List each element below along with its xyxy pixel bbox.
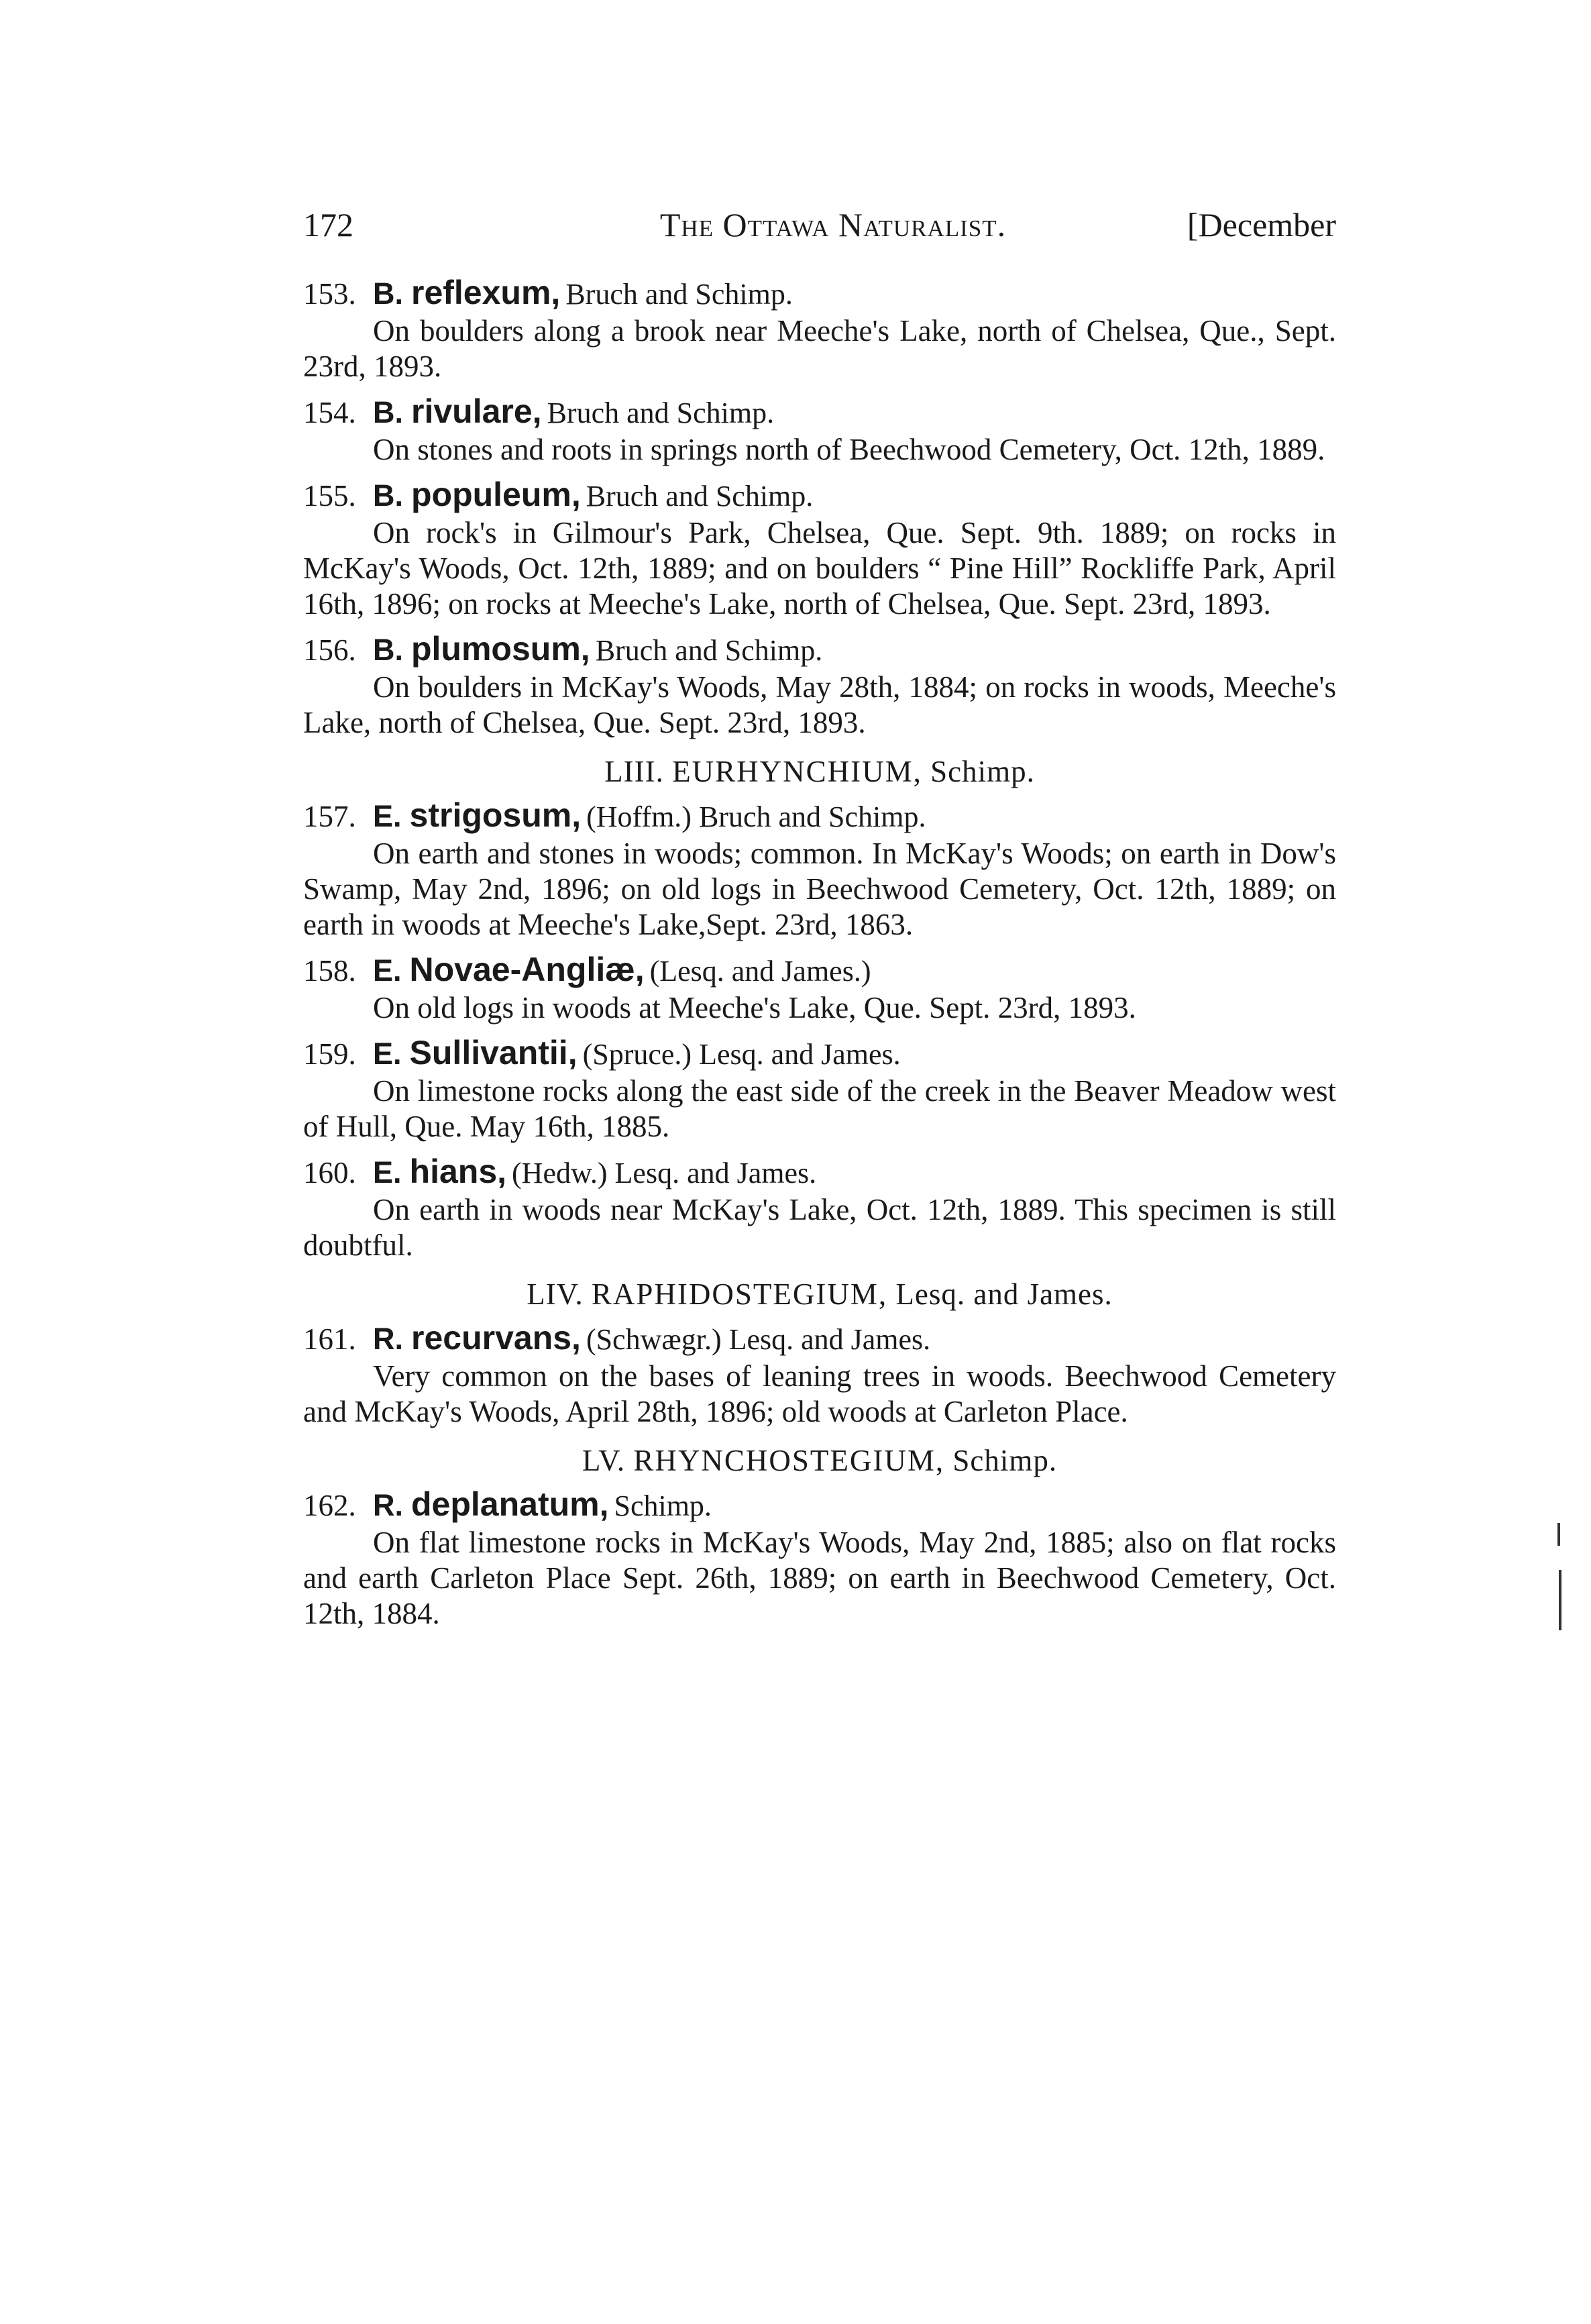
species-number: 162.: [303, 1489, 356, 1522]
species-authority: (Lesq. and James.): [649, 955, 871, 988]
species-genus-abbrev: E.: [373, 799, 402, 833]
species-epithet: Novae-Angliæ,: [409, 951, 645, 988]
species-genus-abbrev: E.: [373, 1155, 402, 1190]
species-authority: (Spruce.) Lesq. and James.: [582, 1038, 901, 1071]
species-heading: [303, 477, 1336, 514]
species-epithet: recurvans,: [411, 1319, 581, 1357]
scan-margin-mark: [1559, 1570, 1561, 1630]
document-body: [303, 275, 1336, 1632]
genus-numeral: LIII.: [604, 755, 664, 788]
species-heading: [303, 1320, 1336, 1357]
species-heading: [303, 1154, 1336, 1191]
scan-margin-mark: [1557, 1523, 1560, 1546]
species-authority: Bruch and Schimp.: [565, 278, 793, 311]
species-number: 161.: [303, 1322, 356, 1356]
genus-authority: Lesq. and James.: [895, 1277, 1113, 1311]
species-genus-abbrev: E.: [373, 953, 402, 988]
species-genus-abbrev: B.: [373, 276, 403, 311]
species-number: 153.: [303, 277, 356, 311]
species-heading: [303, 952, 1336, 989]
species-heading: [303, 1487, 1336, 1524]
species-genus-abbrev: R.: [373, 1488, 403, 1522]
genus-numeral: LV.: [582, 1444, 626, 1477]
species-epithet: populeum,: [411, 476, 581, 513]
species-locality-note: On earth in woods near McKay's Lake, Oct. 12th, 1889. This specimen is still doubtful.: [303, 1193, 1336, 1262]
genus-authority: Schimp.: [952, 1444, 1058, 1477]
species-epithet: reflexum,: [411, 274, 561, 311]
species-epithet: rivulare,: [411, 392, 542, 430]
species-locality-note: On rock's in Gilmour's Park, Chelsea, Que. Sept. 9th. 1889; on rocks in McKay's Woods, Oct. 12th, 1889; and on boulders “ Pine Hill” Rockliffe Park, April 16th, 1896; on rocks at Meeche's Lake, north of Chelsea, Que. Sept. 23rd, 1893.: [303, 516, 1336, 621]
genus-name: EURHYNCHIUM,: [672, 755, 922, 788]
species-locality-note: On flat limestone rocks in McKay's Woods, May 2nd, 1885; also on flat rocks and earth Carleton Place Sept. 26th, 1889; on earth in Beechwood Cemetery, Oct. 12th, 1884.: [303, 1526, 1336, 1630]
species-authority: (Hedw.) Lesq. and James.: [512, 1157, 817, 1190]
species-epithet: plumosum,: [411, 630, 590, 668]
species-heading: [303, 798, 1336, 835]
issue-month: [December: [1187, 206, 1336, 244]
species-genus-abbrev: B.: [373, 395, 403, 429]
species-number: 158.: [303, 954, 356, 988]
species-locality-note: Very common on the bases of leaning trees in woods. Beechwood Cemetery and McKay's Woods, April 28th, 1896; old woods at Carleton Place.: [303, 1359, 1336, 1428]
species-number: 156.: [303, 633, 356, 667]
species-genus-abbrev: R.: [373, 1322, 403, 1356]
species-number: 160.: [303, 1156, 356, 1190]
species-heading: [303, 631, 1336, 668]
species-epithet: deplanatum,: [411, 1485, 609, 1523]
species-epithet: strigosum,: [409, 796, 582, 834]
species-authority: Bruch and Schimp.: [547, 397, 775, 429]
species-number: 159.: [303, 1037, 356, 1071]
species-locality-note: On boulders along a brook near Meeche's Lake, north of Chelsea, Que., Sept. 23rd, 1893.: [303, 314, 1336, 383]
species-heading: [303, 275, 1336, 312]
species-heading: [303, 1035, 1336, 1072]
species-authority: Bruch and Schimp.: [595, 634, 823, 667]
species-epithet: hians,: [409, 1153, 507, 1190]
species-number: 154.: [303, 396, 356, 429]
species-authority: Bruch and Schimp.: [586, 480, 814, 513]
species-genus-abbrev: B.: [373, 633, 403, 667]
species-authority: (Schwægr.) Lesq. and James.: [586, 1323, 931, 1356]
species-genus-abbrev: B.: [373, 478, 403, 513]
species-locality-note: On boulders in McKay's Woods, May 28th, 1884; on rocks in woods, Meeche's Lake, north of Chelsea, Que. Sept. 23rd, 1893.: [303, 670, 1336, 739]
species-heading: [303, 394, 1336, 431]
genus-numeral: LIV.: [527, 1277, 584, 1311]
species-locality-note: On old logs in woods at Meeche's Lake, Que. Sept. 23rd, 1893.: [373, 991, 1136, 1024]
species-authority: Schimp.: [614, 1489, 712, 1522]
genus-heading: [303, 1443, 1336, 1479]
species-authority: (Hoffm.) Bruch and Schimp.: [586, 800, 926, 833]
species-locality-note: On earth and stones in woods; common. In McKay's Woods; on earth in Dow's Swamp, May 2nd, 1896; on old logs in Beechwood Cemetery, Oct. 12th, 1889; on earth in woods at Meeche's Lake,Sept. 23rd, 1863.: [303, 837, 1336, 941]
genus-name: RHYNCHOSTEGIUM,: [633, 1444, 945, 1477]
species-locality-note: On limestone rocks along the east side of the creek in the Beaver Meadow west of Hull, Que. May 16th, 1885.: [303, 1074, 1336, 1143]
species-number: 157.: [303, 800, 356, 833]
page-number: 172: [303, 206, 353, 244]
species-epithet: Sullivantii,: [409, 1034, 578, 1071]
species-genus-abbrev: E.: [373, 1037, 402, 1071]
document-page: [303, 195, 1336, 1641]
journal-title: The Ottawa Naturalist.: [659, 206, 1007, 244]
species-locality-note: On stones and roots in springs north of Beechwood Cemetery, Oct. 12th, 1889.: [373, 433, 1325, 466]
genus-heading: [303, 1277, 1336, 1312]
genus-authority: Schimp.: [930, 755, 1035, 788]
genus-name: RAPHIDOSTEGIUM,: [591, 1277, 888, 1311]
genus-heading: [303, 754, 1336, 790]
species-number: 155.: [303, 479, 356, 513]
running-head: [303, 195, 1336, 255]
